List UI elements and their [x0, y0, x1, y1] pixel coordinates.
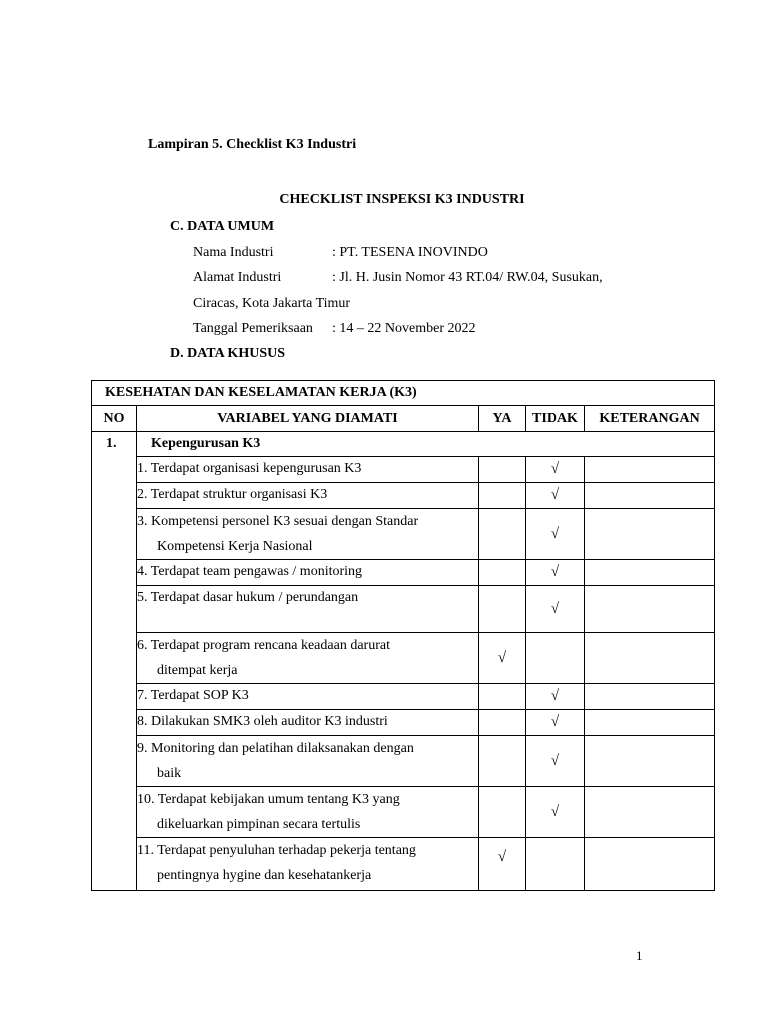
- header-keterangan: KETERANGAN: [585, 406, 715, 432]
- tidak-cell: √: [526, 787, 585, 838]
- tidak-cell: √: [526, 560, 585, 586]
- header-variable: VARIABEL YANG DIAMATI: [137, 406, 479, 432]
- industry-address-label: Alamat Industri: [193, 270, 282, 285]
- section-specific-data-heading: D. DATA KHUSUS: [170, 346, 286, 361]
- group-row: [92, 432, 715, 457]
- table-row: [92, 736, 715, 787]
- table-row: [92, 633, 715, 684]
- item-text: 1. Terdapat organisasi kepengurusan K3: [137, 457, 479, 483]
- ya-cell: [479, 483, 526, 509]
- document-title: CHECKLIST INSPEKSI K3 INDUSTRI: [279, 192, 525, 207]
- tidak-cell: [526, 838, 585, 891]
- item-text: 5. Terdapat dasar hukum / perundangan: [137, 586, 479, 633]
- ya-cell: [479, 736, 526, 787]
- industry-address-value: : Jl. H. Jusin Nomor 43 RT.04/ RW.04, Susukan,: [332, 270, 603, 285]
- attachment-heading: Lampiran 5. Checklist K3 Industri: [148, 137, 357, 152]
- table-row: [92, 483, 715, 509]
- table-row: [92, 457, 715, 483]
- ya-cell: [479, 560, 526, 586]
- page-number: 1: [636, 948, 643, 963]
- ya-cell: √: [479, 838, 526, 891]
- header-tidak: TIDAK: [526, 406, 585, 432]
- keterangan-cell: [585, 684, 715, 710]
- ya-cell: [479, 787, 526, 838]
- ya-cell: [479, 684, 526, 710]
- item-text: 2. Terdapat struktur organisasi K3: [137, 483, 479, 509]
- keterangan-cell: [585, 838, 715, 891]
- header-no: NO: [92, 406, 137, 432]
- tidak-cell: √: [526, 736, 585, 787]
- table-row: [92, 838, 715, 891]
- table-title-row: [92, 381, 715, 406]
- table-row: [92, 684, 715, 710]
- ya-cell: [479, 509, 526, 560]
- keterangan-cell: [585, 560, 715, 586]
- item-text: 3. Kompetensi personel K3 sesuai dengan Standar Kompetensi Kerja Nasional: [137, 509, 479, 560]
- item-text: 9. Monitoring dan pelatihan dilaksanakan dengan baik: [137, 736, 479, 787]
- table-row: [92, 509, 715, 560]
- table-row: [92, 710, 715, 736]
- k3-checklist-table: [91, 380, 715, 891]
- tidak-cell: √: [526, 684, 585, 710]
- keterangan-cell: [585, 509, 715, 560]
- group-number: 1.: [92, 432, 137, 891]
- tidak-cell: √: [526, 483, 585, 509]
- item-text: 11. Terdapat penyuluhan terhadap pekerja tentang pentingnya hygine dan kesehatankerja: [137, 838, 479, 891]
- ya-cell: [479, 586, 526, 633]
- item-text: 4. Terdapat team pengawas / monitoring: [137, 560, 479, 586]
- keterangan-cell: [585, 736, 715, 787]
- table-row: [92, 787, 715, 838]
- industry-name-value: : PT. TESENA INOVINDO: [332, 245, 488, 260]
- keterangan-cell: [585, 787, 715, 838]
- group-name: Kepengurusan K3: [137, 432, 715, 457]
- inspection-date-label: Tanggal Pemeriksaan: [193, 321, 313, 336]
- table-title: KESEHATAN DAN KESELAMATAN KERJA (K3): [92, 381, 715, 406]
- ya-cell: [479, 710, 526, 736]
- ya-cell: [479, 457, 526, 483]
- item-text: 6. Terdapat program rencana keadaan darurat ditempat kerja: [137, 633, 479, 684]
- tidak-cell: √: [526, 710, 585, 736]
- item-text: 7. Terdapat SOP K3: [137, 684, 479, 710]
- tidak-cell: [526, 633, 585, 684]
- keterangan-cell: [585, 586, 715, 633]
- ya-cell: √: [479, 633, 526, 684]
- keterangan-cell: [585, 457, 715, 483]
- tidak-cell: √: [526, 586, 585, 633]
- inspection-date-value: : 14 – 22 November 2022: [332, 321, 476, 336]
- industry-address-continuation: Ciracas, Kota Jakarta Timur: [193, 296, 351, 311]
- keterangan-cell: [585, 483, 715, 509]
- section-general-data-heading: C. DATA UMUM: [170, 219, 275, 234]
- table-row: [92, 586, 715, 633]
- keterangan-cell: [585, 710, 715, 736]
- tidak-cell: √: [526, 457, 585, 483]
- table-header-row: [92, 406, 715, 432]
- industry-name-label: Nama Industri: [193, 245, 274, 260]
- item-text: 8. Dilakukan SMK3 oleh auditor K3 industri: [137, 710, 479, 736]
- header-ya: YA: [479, 406, 526, 432]
- tidak-cell: √: [526, 509, 585, 560]
- table-row: [92, 560, 715, 586]
- item-text: 10. Terdapat kebijakan umum tentang K3 yang dikeluarkan pimpinan secara tertulis: [137, 787, 479, 838]
- keterangan-cell: [585, 633, 715, 684]
